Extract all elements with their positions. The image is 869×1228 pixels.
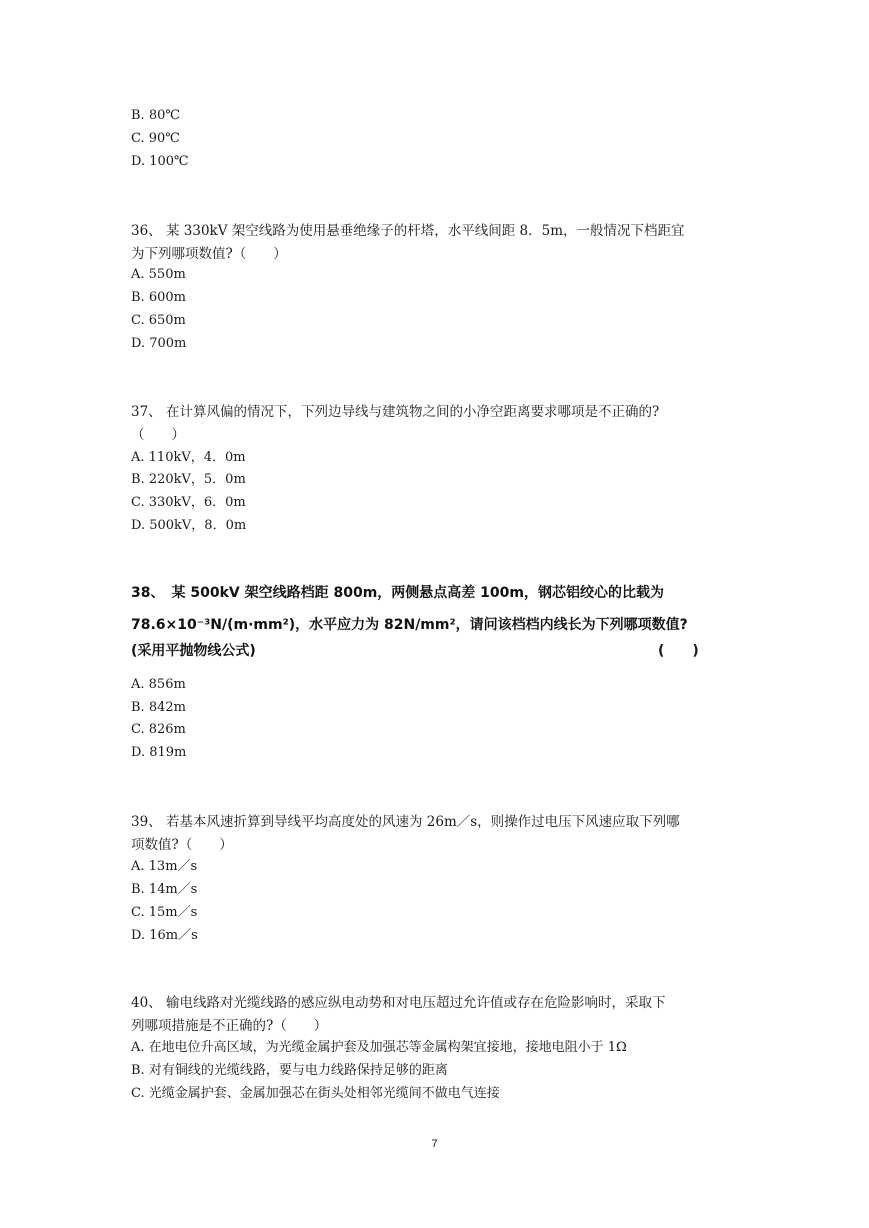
q36-option-d: D. 700m (131, 336, 187, 351)
q37-option-c: C. 330kV，6．0m (131, 495, 246, 510)
q36-option-a: A. 550m (131, 267, 186, 282)
q37-stem (131, 401, 741, 447)
q37-line1: 37、 在计算风偏的情况下，下列边导线与建筑物之间的小净空距离要求哪项是不正确的? (131, 404, 660, 420)
q40-stem (131, 992, 741, 1038)
q38-line3: (采用平抛物线公式) (131, 643, 256, 659)
q38-answer-paren: ( ) (658, 643, 699, 659)
q35-option-b: B. 80℃ (131, 108, 180, 123)
q36-option-b: B. 600m (131, 290, 186, 305)
q36-option-c: C. 650m (131, 313, 186, 328)
q36-line2: 为下列哪项数值?（ ） (131, 246, 287, 262)
q36-line1: 36、 某 330kV 架空线路为使用悬垂绝缘子的杆塔，水平线间距 8．5m，一般情况下档距宜 (131, 223, 685, 239)
q35-option-d: D. 100℃ (131, 154, 189, 169)
q39-option-c: C. 15m／s (131, 905, 198, 920)
q40-option-b: B. 对有铜线的光缆线路，要与电力线路保持足够的距离 (131, 1063, 448, 1078)
q37-line2: （ ） (131, 427, 185, 443)
q40-line2: 列哪项措施是不正确的?（ ） (131, 1018, 328, 1034)
q38-option-d: D. 819m (131, 745, 187, 760)
q40-option-a: A. 在地电位升高区域，为光缆金属护套及加强芯等金属构架宜接地，接地电阻小于 1Ω (131, 1040, 627, 1055)
q36-stem (131, 220, 741, 266)
page-number: 7 (431, 1138, 438, 1150)
q38-option-c: C. 826m (131, 722, 186, 737)
q39-option-d: D. 16m／s (131, 928, 198, 943)
q39-stem (131, 811, 741, 857)
q39-line1: 39、 若基本风速折算到导线平均高度处的风速为 26m／s，则操作过电压下风速应取下列哪 (131, 814, 680, 830)
q37-option-a: A. 110kV，4．0m (131, 450, 246, 465)
q40-line1: 40、 输电线路对光缆线路的感应纵电动势和对电压超过允许值或存在危险影响时，采取下 (131, 995, 666, 1011)
q39-option-b: B. 14m／s (131, 882, 198, 897)
q38-option-b: B. 842m (131, 700, 186, 715)
q37-option-d: D. 500kV，8．0m (131, 518, 247, 533)
q35-option-c: C. 90℃ (131, 131, 180, 146)
q40-option-c: C. 光缆金属护套、金属加强芯在街头处相邻光缆间不做电气连接 (131, 1086, 500, 1101)
q39-line2: 项数值?（ ） (131, 837, 233, 853)
q38-line2: 78.6×10⁻³N/(m·mm²)，水平应力为 82N/mm²，请问该档档内线长为下列哪项数值? (131, 617, 688, 633)
q37-option-b: B. 220kV，5．0m (131, 472, 246, 487)
q39-option-a: A. 13m／s (131, 859, 198, 874)
q38-option-a: A. 856m (131, 677, 186, 692)
q38-line1: 38、 某 500kV 架空线路档距 800m，两侧悬点高差 100m，钢芯铝绞心的比载为 (131, 585, 664, 601)
